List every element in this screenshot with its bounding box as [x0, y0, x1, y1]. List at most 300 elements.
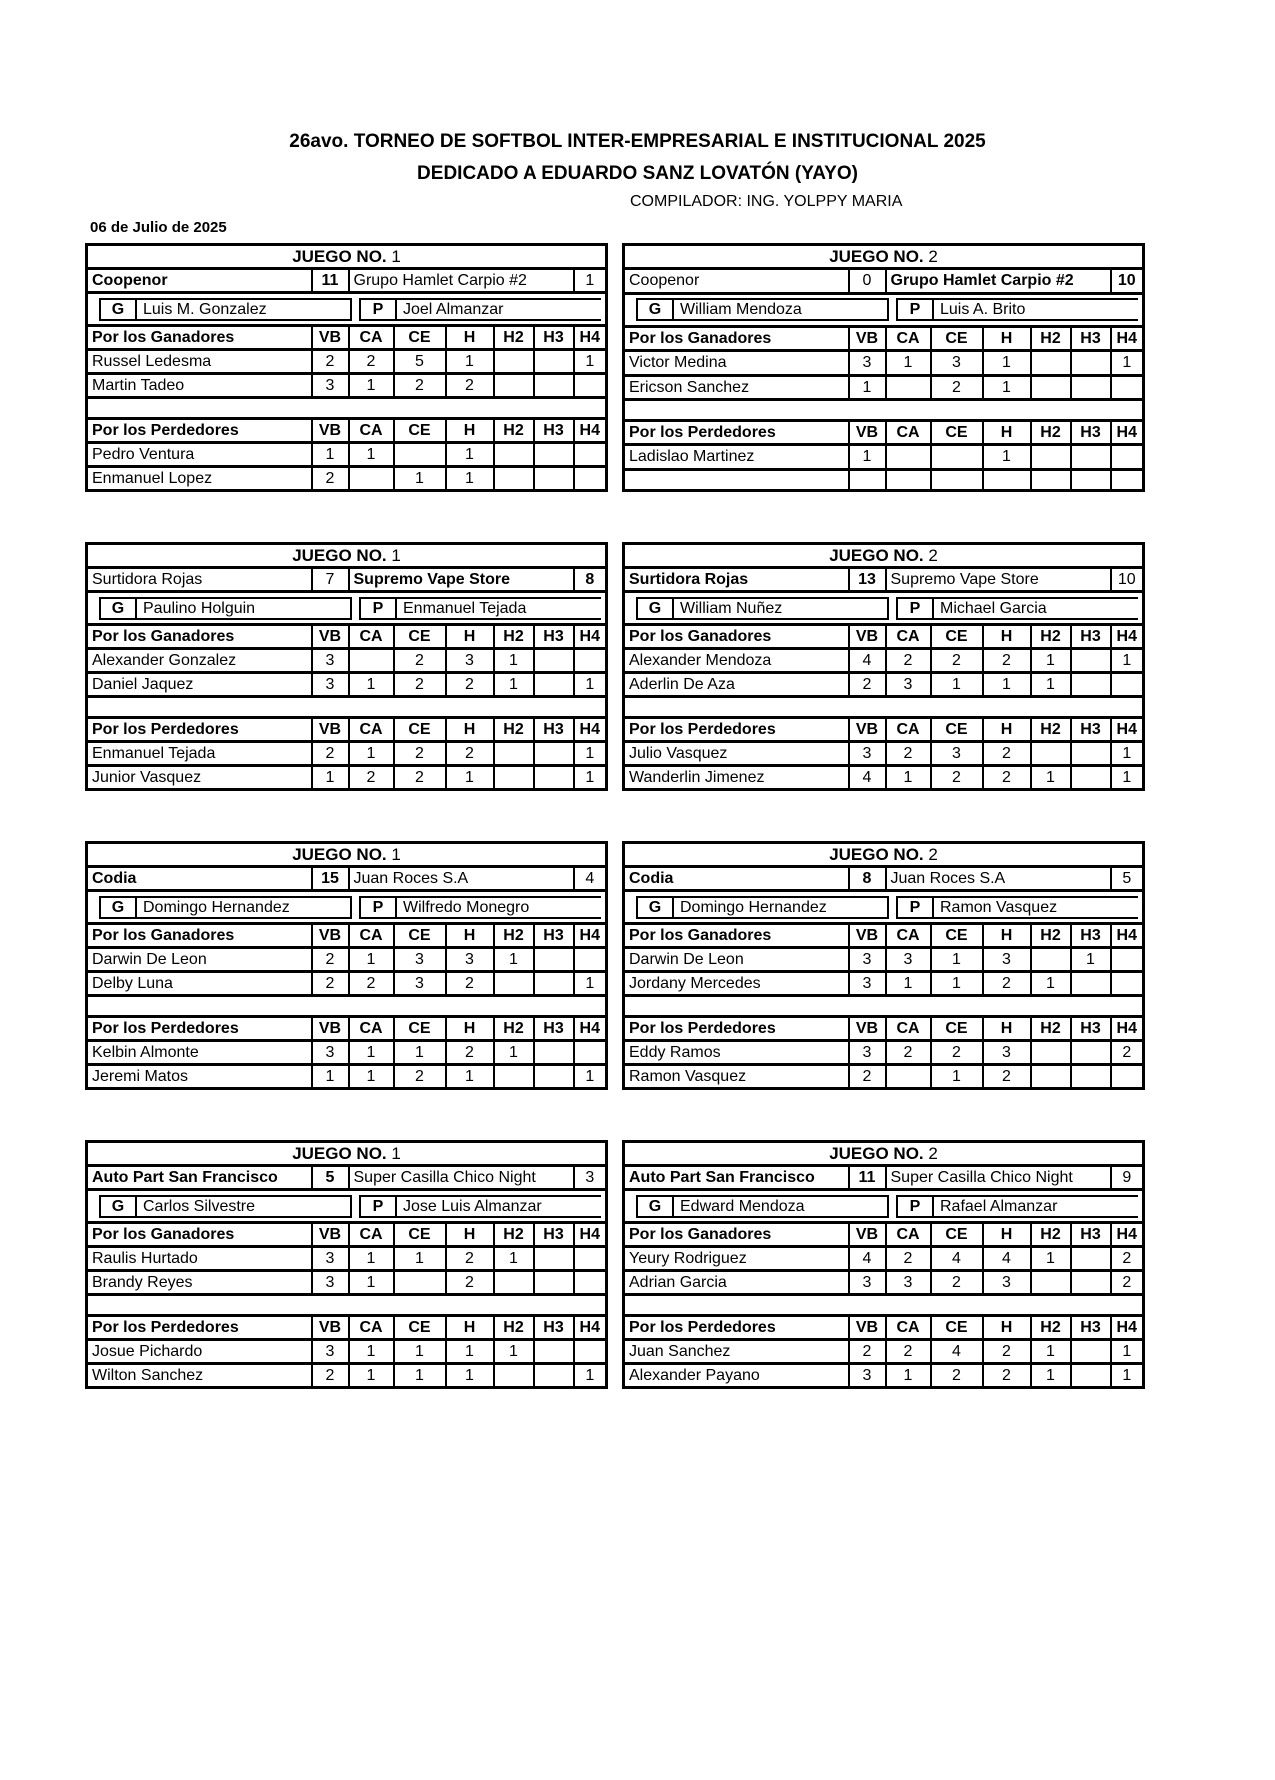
- stat-cell: 2: [1111, 1041, 1144, 1065]
- stat-cell: 2: [983, 1065, 1031, 1089]
- stat-cell: 2: [312, 350, 349, 374]
- table-row: [87, 649, 607, 673]
- pitchers-row: [87, 891, 607, 924]
- col-header-h: H: [983, 718, 1031, 742]
- stat-cell: [931, 469, 983, 490]
- col-header-ce: CE: [931, 1223, 983, 1247]
- stat-cell: 1: [983, 375, 1031, 399]
- winning-pitcher-name: Carlos Silvestre: [137, 1195, 352, 1218]
- stat-cell: 1: [446, 1340, 494, 1364]
- table-row: [87, 673, 607, 697]
- stat-cell: [534, 374, 574, 398]
- col-header-ce: CE: [931, 625, 983, 649]
- stat-cell: 2: [446, 1247, 494, 1271]
- stat-cell: [1071, 649, 1111, 673]
- team1-score: 15: [312, 867, 349, 891]
- separator-row: [624, 1295, 1144, 1316]
- player-name: Ericson Sanchez: [624, 375, 849, 399]
- stat-cell: [983, 469, 1031, 490]
- col-header-h3: H3: [534, 1017, 574, 1041]
- col-header-ca: CA: [886, 1316, 931, 1340]
- stat-cell: 2: [1111, 1271, 1144, 1295]
- stat-cell: 2: [394, 649, 446, 673]
- col-header-h2: H2: [1031, 924, 1071, 948]
- stat-cell: 3: [849, 351, 886, 375]
- stat-cell: 1: [886, 972, 931, 996]
- pitchers-row: [624, 592, 1144, 625]
- stat-cell: 1: [574, 766, 607, 790]
- pitchers-flex: [92, 1192, 601, 1220]
- stat-cell: 2: [394, 1065, 446, 1089]
- player-name: Alexander Mendoza: [624, 649, 849, 673]
- col-header-ca: CA: [349, 924, 394, 948]
- losing-pitcher-name: Joel Almanzar: [397, 298, 601, 321]
- player-name: Jordany Mercedes: [624, 972, 849, 996]
- col-header-ca: CA: [349, 1223, 394, 1247]
- col-header-h3: H3: [1071, 1316, 1111, 1340]
- winners-section-label: Por los Ganadores: [87, 326, 312, 350]
- player-name: Junior Vasquez: [87, 766, 312, 790]
- player-name: Enmanuel Tejada: [87, 742, 312, 766]
- team1-name: Coopenor: [87, 269, 312, 293]
- stat-cell: [1031, 1065, 1071, 1089]
- pitchers-row: [87, 1190, 607, 1223]
- stat-cell: 1: [1031, 1247, 1071, 1271]
- stat-cell: 1: [349, 1041, 394, 1065]
- stat-cell: 2: [886, 649, 931, 673]
- stat-cell: [494, 467, 534, 491]
- col-header-h: H: [983, 924, 1031, 948]
- col-header-vb: VB: [312, 1223, 349, 1247]
- stat-cell: 1: [1031, 1340, 1071, 1364]
- stat-cell: 1: [886, 351, 931, 375]
- player-name: Aderlin De Aza: [624, 673, 849, 697]
- team1-score: 0: [849, 269, 886, 293]
- col-header-h4: H4: [1111, 1316, 1144, 1340]
- stat-cell: [494, 972, 534, 996]
- stat-cell: 3: [849, 948, 886, 972]
- winners-section-label: Por los Ganadores: [624, 924, 849, 948]
- player-name: Delby Luna: [87, 972, 312, 996]
- stat-cell: [534, 443, 574, 467]
- stat-cell: [574, 948, 607, 972]
- separator-row: [624, 399, 1144, 420]
- col-header-h2: H2: [1031, 718, 1071, 742]
- game-table: [622, 841, 1145, 1090]
- winning-pitcher-label: G: [99, 597, 137, 620]
- stat-cell: 1: [1031, 1364, 1071, 1388]
- stat-cell: 1: [394, 467, 446, 491]
- stat-cell: 2: [446, 742, 494, 766]
- stat-cell: 4: [983, 1247, 1031, 1271]
- stat-cell: 2: [849, 1065, 886, 1089]
- game-title-prefix: JUEGO NO.: [829, 546, 924, 565]
- game-title-number: 2: [928, 546, 938, 565]
- table-row: [87, 374, 607, 398]
- winning-pitcher-name: William Nuñez: [674, 597, 889, 620]
- winning-pitcher-label: G: [99, 1195, 137, 1218]
- team2-name: Supremo Vape Store: [886, 568, 1111, 592]
- stat-cell: 1: [1071, 948, 1111, 972]
- stat-cell: [1111, 1065, 1144, 1089]
- game-title-number: 1: [391, 845, 401, 864]
- col-header-ce: CE: [931, 1017, 983, 1041]
- stat-cell: 1: [574, 1065, 607, 1089]
- stat-cell: 2: [394, 673, 446, 697]
- team2-name: Juan Roces S.A: [886, 867, 1111, 891]
- stat-cell: 1: [1031, 972, 1071, 996]
- stat-cell: 1: [574, 742, 607, 766]
- stat-cell: 1: [494, 948, 534, 972]
- stat-cell: 1: [886, 766, 931, 790]
- stat-cell: [1111, 972, 1144, 996]
- team2-name: Supremo Vape Store: [349, 568, 574, 592]
- game-title-prefix: JUEGO NO.: [829, 1144, 924, 1163]
- stat-cell: 2: [312, 948, 349, 972]
- stat-cell: [574, 1271, 607, 1295]
- stat-cell: 2: [983, 1340, 1031, 1364]
- col-header-vb: VB: [849, 1316, 886, 1340]
- game-title: [624, 843, 1144, 867]
- table-row: [87, 443, 607, 467]
- winning-pitcher-label: G: [636, 597, 674, 620]
- stat-cell: 3: [312, 1041, 349, 1065]
- stat-cell: 3: [312, 673, 349, 697]
- stat-cell: [1111, 948, 1144, 972]
- col-header-vb: VB: [849, 625, 886, 649]
- stat-cell: 2: [983, 649, 1031, 673]
- team1-score: 7: [312, 568, 349, 592]
- col-header-ce: CE: [931, 1316, 983, 1340]
- team2-score: 8: [574, 568, 607, 592]
- pitchers-flex: [92, 893, 601, 921]
- stat-cell: 3: [312, 374, 349, 398]
- stat-cell: [494, 1065, 534, 1089]
- team1-name: Codia: [87, 867, 312, 891]
- col-header-h: H: [983, 625, 1031, 649]
- winning-pitcher-name: Luis M. Gonzalez: [137, 298, 352, 321]
- games-grid: [85, 243, 1275, 1389]
- stat-cell: [1071, 1247, 1111, 1271]
- col-header-h3: H3: [1071, 718, 1111, 742]
- stat-cell: 1: [394, 1041, 446, 1065]
- player-name: [624, 469, 849, 490]
- stat-cell: 1: [446, 1364, 494, 1388]
- stat-cell: 4: [849, 766, 886, 790]
- losers-section-label: Por los Perdedores: [624, 1017, 849, 1041]
- game-title: [624, 544, 1144, 568]
- stat-cell: 4: [849, 649, 886, 673]
- stat-cell: 1: [1111, 1364, 1144, 1388]
- stat-cell: [1031, 469, 1071, 490]
- stat-cell: 1: [1111, 649, 1144, 673]
- team2-name: Grupo Hamlet Carpio #2: [349, 269, 574, 293]
- stat-cell: [1071, 1271, 1111, 1295]
- table-row: [624, 766, 1144, 790]
- stat-cell: [1031, 742, 1071, 766]
- col-header-vb: VB: [849, 924, 886, 948]
- winners-section-label: Por los Ganadores: [624, 625, 849, 649]
- game-title-number: 1: [391, 1144, 401, 1163]
- stat-cell: 1: [349, 1271, 394, 1295]
- stat-cell: 2: [931, 766, 983, 790]
- stat-cell: 1: [312, 1065, 349, 1089]
- stat-cell: [494, 742, 534, 766]
- game-table: [85, 841, 608, 1090]
- col-header-h4: H4: [1111, 1223, 1144, 1247]
- stat-cell: 2: [446, 374, 494, 398]
- game-title: [87, 544, 607, 568]
- col-header-ca: CA: [349, 326, 394, 350]
- game-title: [87, 843, 607, 867]
- losing-pitcher-label: P: [359, 1195, 397, 1218]
- losers-section-label: Por los Perdedores: [87, 419, 312, 443]
- stat-cell: 2: [446, 673, 494, 697]
- col-header-h2: H2: [1031, 421, 1071, 445]
- player-name: Russel Ledesma: [87, 350, 312, 374]
- separator-row: [87, 996, 607, 1017]
- table-row: [87, 467, 607, 491]
- stat-cell: [886, 445, 931, 469]
- winning-pitcher-label: G: [636, 298, 674, 321]
- team2-score: 5: [1111, 867, 1144, 891]
- losing-pitcher-name: Michael Garcia: [934, 597, 1138, 620]
- stat-cell: 2: [886, 1247, 931, 1271]
- col-header-ce: CE: [931, 924, 983, 948]
- losing-pitcher-name: Wilfredo Monegro: [397, 896, 601, 919]
- stat-cell: 1: [349, 742, 394, 766]
- stat-cell: [849, 469, 886, 490]
- stat-cell: 1: [574, 673, 607, 697]
- col-header-h2: H2: [494, 419, 534, 443]
- team2-name: Super Casilla Chico Night: [886, 1166, 1111, 1190]
- col-header-ca: CA: [886, 326, 931, 350]
- stat-cell: 3: [886, 673, 931, 697]
- losers-section-label: Por los Perdedores: [87, 718, 312, 742]
- player-name: Darwin De Leon: [624, 948, 849, 972]
- col-header-h2: H2: [494, 1316, 534, 1340]
- stat-cell: [534, 1271, 574, 1295]
- stat-cell: [349, 649, 394, 673]
- game-title-prefix: JUEGO NO.: [292, 845, 387, 864]
- stat-cell: 1: [574, 972, 607, 996]
- player-name: Darwin De Leon: [87, 948, 312, 972]
- stat-cell: 1: [394, 1340, 446, 1364]
- winners-section-label: Por los Ganadores: [87, 625, 312, 649]
- game-title: [87, 245, 607, 269]
- stat-cell: [494, 374, 534, 398]
- pitchers-row: [624, 891, 1144, 924]
- stat-cell: 1: [983, 445, 1031, 469]
- stat-cell: [394, 1271, 446, 1295]
- game-table: [85, 1140, 608, 1389]
- stat-cell: 2: [446, 1271, 494, 1295]
- stat-cell: [1071, 972, 1111, 996]
- team1-score: 11: [312, 269, 349, 293]
- game-table: [85, 542, 608, 791]
- col-header-ca: CA: [349, 1316, 394, 1340]
- col-header-h: H: [446, 718, 494, 742]
- player-name: Wanderlin Jimenez: [624, 766, 849, 790]
- losing-pitcher-name: Jose Luis Almanzar: [397, 1195, 601, 1218]
- stat-cell: 3: [394, 948, 446, 972]
- stat-cell: 1: [849, 375, 886, 399]
- team2-name: Juan Roces S.A: [349, 867, 574, 891]
- table-row: [87, 972, 607, 996]
- stat-cell: [1071, 445, 1111, 469]
- col-header-ce: CE: [394, 625, 446, 649]
- col-header-vb: VB: [312, 924, 349, 948]
- player-name: Kelbin Almonte: [87, 1041, 312, 1065]
- losers-section-label: Por los Perdedores: [624, 1316, 849, 1340]
- table-row: [87, 1364, 607, 1388]
- table-row: [624, 1340, 1144, 1364]
- col-header-h2: H2: [1031, 1223, 1071, 1247]
- stat-cell: [1111, 445, 1144, 469]
- stat-cell: 1: [349, 1247, 394, 1271]
- stat-cell: 2: [931, 1041, 983, 1065]
- stat-cell: [534, 1247, 574, 1271]
- stat-cell: [534, 1041, 574, 1065]
- col-header-h2: H2: [1031, 625, 1071, 649]
- player-name: Jeremi Matos: [87, 1065, 312, 1089]
- col-header-h: H: [983, 326, 1031, 350]
- stat-cell: 1: [349, 1364, 394, 1388]
- stat-cell: 1: [886, 1364, 931, 1388]
- stat-cell: [1031, 375, 1071, 399]
- stat-cell: 2: [312, 742, 349, 766]
- losing-pitcher-name: Luis A. Brito: [934, 298, 1138, 321]
- stat-cell: [574, 467, 607, 491]
- stat-cell: [886, 469, 931, 490]
- stat-cell: 2: [349, 766, 394, 790]
- game-table: [622, 243, 1145, 492]
- table-row: [624, 1364, 1144, 1388]
- col-header-h: H: [983, 1017, 1031, 1041]
- stat-cell: 3: [312, 649, 349, 673]
- team2-name: Grupo Hamlet Carpio #2: [886, 269, 1111, 293]
- stat-cell: 3: [931, 742, 983, 766]
- col-header-h3: H3: [1071, 924, 1111, 948]
- col-header-h2: H2: [1031, 1316, 1071, 1340]
- pitchers-flex: [629, 893, 1138, 921]
- stat-cell: 2: [983, 766, 1031, 790]
- col-header-h3: H3: [534, 1223, 574, 1247]
- stat-cell: 2: [349, 350, 394, 374]
- stat-cell: 2: [886, 742, 931, 766]
- col-header-h4: H4: [1111, 625, 1144, 649]
- stat-cell: 1: [446, 766, 494, 790]
- stat-cell: 1: [349, 1340, 394, 1364]
- winning-pitcher-name: Paulino Holguin: [137, 597, 352, 620]
- player-name: Martin Tadeo: [87, 374, 312, 398]
- col-header-h: H: [446, 326, 494, 350]
- game-title-number: 2: [928, 1144, 938, 1163]
- separator-row: [624, 697, 1144, 718]
- col-header-vb: VB: [312, 718, 349, 742]
- stat-cell: 3: [886, 948, 931, 972]
- stat-cell: 1: [1031, 649, 1071, 673]
- col-header-ce: CE: [394, 1316, 446, 1340]
- stat-cell: 1: [983, 351, 1031, 375]
- team2-score: 10: [1111, 269, 1144, 293]
- stat-cell: 2: [394, 742, 446, 766]
- pitchers-flex: [629, 1192, 1138, 1220]
- stat-cell: 2: [931, 1364, 983, 1388]
- col-header-h2: H2: [494, 1017, 534, 1041]
- team2-score: 10: [1111, 568, 1144, 592]
- col-header-h3: H3: [534, 419, 574, 443]
- team2-score: 1: [574, 269, 607, 293]
- team2-name: Super Casilla Chico Night: [349, 1166, 574, 1190]
- col-header-h4: H4: [574, 1316, 607, 1340]
- stat-cell: [534, 742, 574, 766]
- stat-cell: 3: [446, 948, 494, 972]
- losing-pitcher-label: P: [896, 298, 934, 321]
- stat-cell: 2: [446, 972, 494, 996]
- col-header-h4: H4: [574, 718, 607, 742]
- stat-cell: 2: [446, 1041, 494, 1065]
- table-row: [624, 1247, 1144, 1271]
- stat-cell: [1111, 469, 1144, 490]
- table-row: [87, 1041, 607, 1065]
- table-row: [87, 1247, 607, 1271]
- col-header-h: H: [983, 421, 1031, 445]
- stat-cell: 2: [394, 766, 446, 790]
- player-name: Daniel Jaquez: [87, 673, 312, 697]
- col-header-h4: H4: [1111, 924, 1144, 948]
- stat-cell: 1: [394, 1364, 446, 1388]
- col-header-ce: CE: [394, 1017, 446, 1041]
- game-title: [624, 245, 1144, 269]
- stat-cell: 3: [849, 972, 886, 996]
- stat-cell: 2: [931, 375, 983, 399]
- stat-cell: 3: [849, 1041, 886, 1065]
- player-name: Alexander Gonzalez: [87, 649, 312, 673]
- pitchers-flex: [92, 295, 601, 323]
- table-row: [87, 350, 607, 374]
- col-header-h4: H4: [574, 924, 607, 948]
- stat-cell: 3: [849, 1271, 886, 1295]
- separator-row: [87, 1295, 607, 1316]
- stat-cell: [1031, 351, 1071, 375]
- stat-cell: 1: [1111, 1340, 1144, 1364]
- stat-cell: [1031, 948, 1071, 972]
- col-header-ca: CA: [886, 924, 931, 948]
- table-row: [624, 948, 1144, 972]
- col-header-h3: H3: [1071, 421, 1111, 445]
- table-row: [624, 351, 1144, 375]
- col-header-vb: VB: [312, 1017, 349, 1041]
- col-header-vb: VB: [849, 326, 886, 350]
- stat-cell: 1: [494, 649, 534, 673]
- losing-pitcher-label: P: [896, 896, 934, 919]
- game-title-number: 1: [391, 546, 401, 565]
- stat-cell: [574, 374, 607, 398]
- game-title-prefix: JUEGO NO.: [292, 1144, 387, 1163]
- game-title-number: 1: [391, 247, 401, 266]
- stat-cell: [534, 766, 574, 790]
- col-header-h4: H4: [574, 1223, 607, 1247]
- winners-section-label: Por los Ganadores: [87, 924, 312, 948]
- stat-cell: 3: [312, 1247, 349, 1271]
- stat-cell: 2: [312, 972, 349, 996]
- stat-cell: [534, 673, 574, 697]
- stat-cell: 3: [886, 1271, 931, 1295]
- losing-pitcher-label: P: [896, 1195, 934, 1218]
- stat-cell: [1071, 673, 1111, 697]
- player-name: Ladislao Martinez: [624, 445, 849, 469]
